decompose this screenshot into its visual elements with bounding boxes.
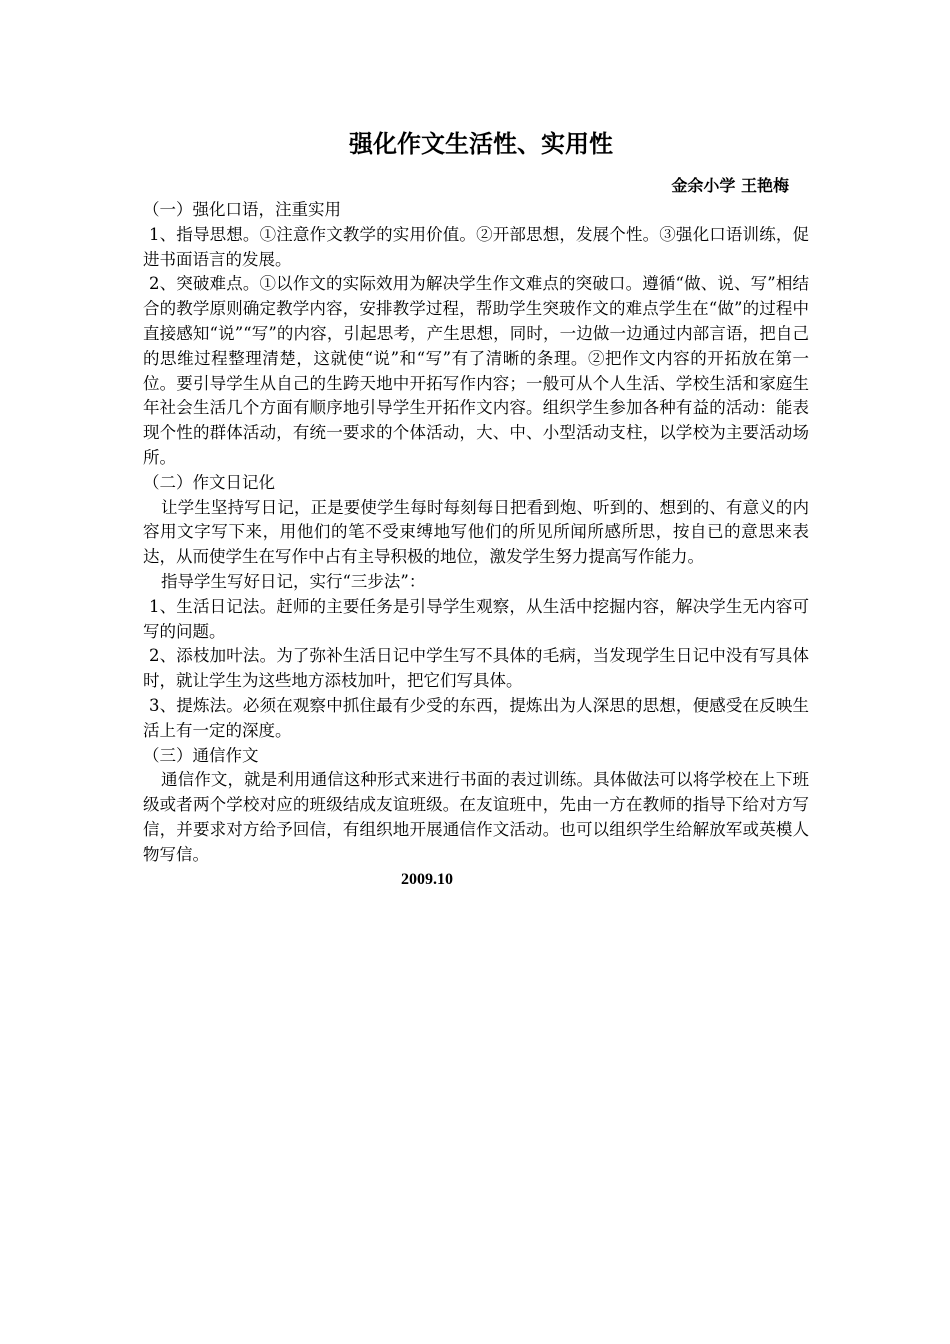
document-date: 2009.10 xyxy=(401,870,453,888)
paragraph: 让学生坚持写日记，正是要使学生每时每刻每日把看到炮、听到的、想到的、有意义的内容用文字写下来，用他们的笔不受束缚地写他们的所见所闻所感所思，按自已的意思来表达，从而使学生在写作中占有主导积极的地位，激发学生努力提高写作能力。 xyxy=(143,497,809,567)
paragraph: 2、突破难点。①以作文的实际效用为解决学生作文难点的突破口。遵循“做、说、写”相结合的教学原则确定教学内容，安排教学过程，帮助学生突玻作文的难点学生在“做”的过程中直接感知“说”“写”的内容，引起思考，产生思想，同时，一边做一边通过内部言语，把自己的思维过程整理清楚，这就使“说”和“写”有了清晰的条理。②把作文内容的开拓放在第一位。要引导学生从自己的生跨天地中开拓写作内容；一般可从个人生活、学校生活和家庭生年社会生活几个方面有顺序地引导学生开拓作文内容。组织学生参加各种有益的活动：能表现个性的群体活动，有统一要求的个体活动，大、中、小型活动支柱，以学校为主要活动场所。 xyxy=(143,274,809,467)
section-heading-3: （三）通信作文 xyxy=(143,745,259,765)
section-heading-2: （二）作文日记化 xyxy=(143,472,275,492)
paragraph: 指导学生写好日记，实行“三步法”： xyxy=(161,571,426,591)
paragraph: 1、生活日记法。赶师的主要任务是引导学生观察，从生活中挖掘内容，解决学生无内容可写的问题。 xyxy=(143,596,809,641)
paragraph: 通信作文，就是利用通信这种形式来进行书面的表过训练。具体做法可以将学校在上下班级或者两个学校对应的班级结成友谊班级。在友谊班中，先由一方在教师的指导下给对方写信，并要求对方给予回信，有组织地开展通信作文活动。也可以组织学生给解放军或英模人物写信。 xyxy=(143,770,809,864)
paragraph: 2、添枝加叶法。为了弥补生活日记中学生写不具体的毛病，当发现学生日记中没有写具体时，就让学生为这些地方添枝加叶，把它们写具体。 xyxy=(143,646,809,691)
paragraph: 1、指导思想。①注意作文教学的实用价值。②开部思想，发展个性。③强化口语训练，促进书面语言的发展。 xyxy=(143,224,809,269)
document-page xyxy=(143,128,809,892)
section-heading-1: （一）强化口语，注重实用 xyxy=(143,200,341,219)
paragraph: 3、提炼法。必须在观察中抓住最有少受的东西，提炼出为人深思的思想，便感受在反映生活上有一定的深度。 xyxy=(143,695,809,740)
document-title: 强化作文生活性、实用性 xyxy=(349,130,613,158)
document-body xyxy=(143,198,809,868)
author-line: 金余小学 王艳梅 xyxy=(671,176,789,195)
